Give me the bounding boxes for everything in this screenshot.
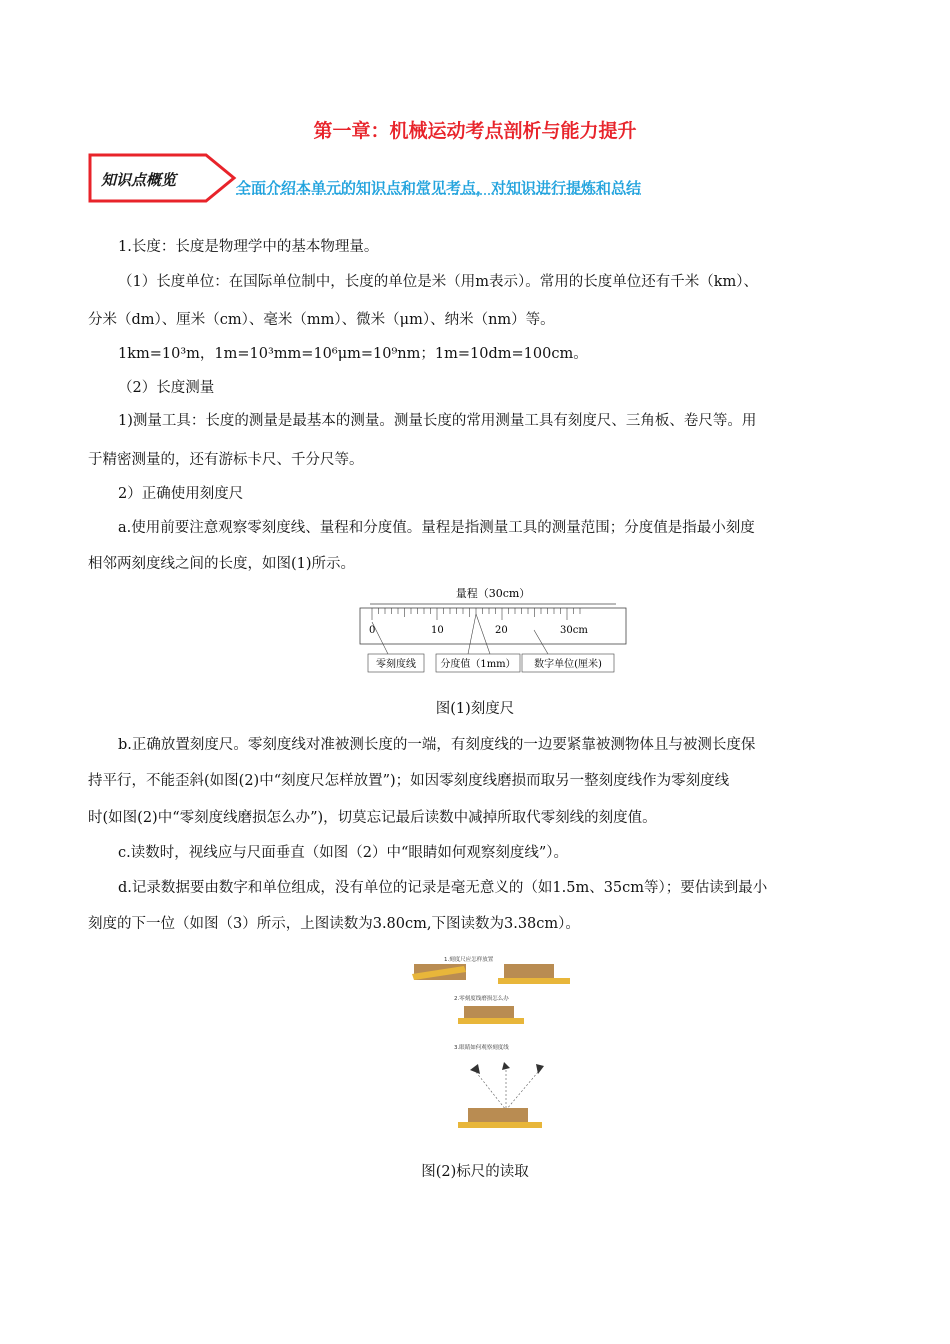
unit-label: 数字单位(厘米) bbox=[534, 659, 602, 670]
paragraph: （2）长度测量 bbox=[118, 380, 215, 396]
paragraph: a.使用前要注意观察零刻度线、量程和分度值。量程是指测量工具的测量范围；分度值是指最小刻度 bbox=[118, 520, 755, 536]
paragraph: 1.长度：长度是物理学中的基本物理量。 bbox=[118, 239, 379, 255]
ruler-tilted-icon bbox=[412, 964, 466, 980]
page-title: 第一章：机械运动考点剖析与能力提升 bbox=[313, 120, 637, 142]
figure-caption: 图(1)刻度尺 bbox=[435, 701, 515, 717]
paragraph: 1km=10³m，1m=10³mm=10⁶μm=10⁹nm；1m=10dm=100cm。 bbox=[118, 346, 588, 362]
step-label: 2.零刻度线磨损怎么办 bbox=[454, 996, 509, 1002]
paragraph: d.记录数据要由数字和单位组成，没有单位的记录是毫无意义的（如1.5m、35cm等）；要估读到最小 bbox=[118, 880, 768, 896]
division-label: 分度值（1mm） bbox=[440, 659, 516, 670]
observed-ruler-icon bbox=[458, 1108, 542, 1128]
paragraph: 时(如图(2)中“零刻度线磨损怎么办”)，切莫忘记最后读数中减掉所取代零刻线的刻度值。 bbox=[88, 810, 657, 826]
paragraph: 分米（dm）、厘米（cm）、毫米（mm）、微米（μm）、纳米（nm）等。 bbox=[88, 312, 555, 328]
tick-label: 20 bbox=[495, 625, 508, 636]
paragraph: 1)测量工具：长度的测量是最基本的测量。测量长度的常用测量工具有刻度尺、三角板、卷尺等。用 bbox=[118, 413, 757, 429]
paragraph: 刻度的下一位（如图（3）所示，上图读数为3.80cm,下图读数为3.38cm）。 bbox=[88, 916, 580, 932]
ruler-figure bbox=[358, 582, 628, 678]
paragraph: b.正确放置刻度尺。零刻度线对准被测长度的一端，有刻度线的一边要紧靠被测物体且与被测长度保 bbox=[118, 737, 756, 753]
step-label: 3.眼睛如何观察刻度线 bbox=[454, 1045, 509, 1051]
tick-label: 30cm bbox=[560, 625, 588, 636]
paragraph: 2）正确使用刻度尺 bbox=[118, 486, 244, 502]
tick-label: 10 bbox=[431, 625, 444, 636]
paragraph: （1）长度单位：在国际单位制中，长度的单位是米（用m表示）。常用的长度单位还有千米（km）、 bbox=[118, 274, 759, 290]
ruler-reading-figure bbox=[406, 952, 576, 1134]
ruler-flat-icon bbox=[498, 964, 570, 984]
range-label: 量程（30cm） bbox=[455, 587, 531, 600]
badge-label: 知识点概览 bbox=[101, 171, 177, 189]
step-label: 1.刻度尺应怎样放置 bbox=[444, 957, 494, 963]
tick-label: 0 bbox=[369, 625, 376, 636]
worn-ruler-icon bbox=[458, 1006, 524, 1024]
figure-caption: 图(2)标尺的读取 bbox=[421, 1164, 529, 1180]
paragraph: 于精密测量的，还有游标卡尺、千分尺等。 bbox=[88, 452, 364, 468]
eye-icon bbox=[470, 1062, 544, 1074]
paragraph: 持平行，不能歪斜(如图(2)中“刻度尺怎样放置”)；如因零刻度线磨损而取另一整刻度线作为零刻度线 bbox=[88, 773, 730, 789]
section-subtitle: 全面介绍本单元的知识点和常见考点，对知识进行提炼和总结 bbox=[236, 179, 642, 197]
paragraph: c.读数时，视线应与尺面垂直（如图（2）中“眼睛如何观察刻度线”）。 bbox=[118, 845, 569, 861]
paragraph: 相邻两刻度线之间的长度，如图(1)所示。 bbox=[88, 556, 356, 572]
zero-line-label: 零刻度线 bbox=[376, 659, 416, 670]
sight-lines bbox=[476, 1070, 538, 1110]
